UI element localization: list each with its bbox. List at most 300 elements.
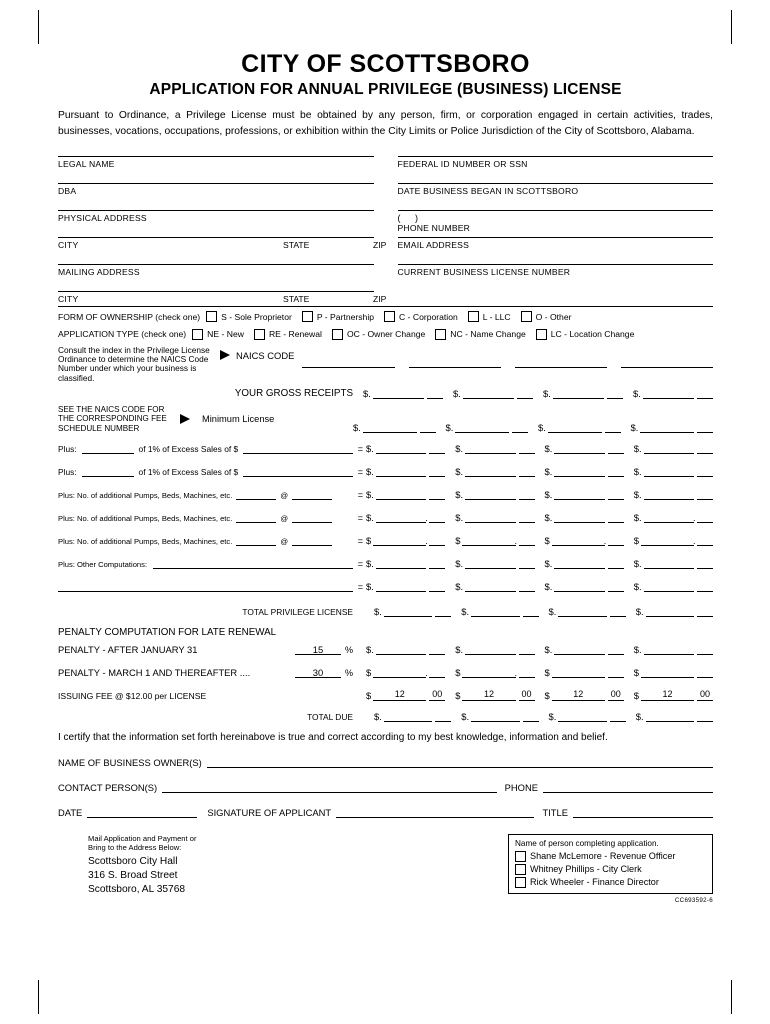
- money-cell[interactable]: $ 12 00: [366, 689, 445, 701]
- amount-input[interactable]: [376, 557, 426, 569]
- field-label: PHONE NUMBER: [397, 222, 471, 233]
- cents-input[interactable]: [608, 511, 624, 523]
- field-label-state: STATE: [283, 239, 310, 250]
- cents-input[interactable]: .: [519, 666, 535, 678]
- row-label: [58, 512, 353, 523]
- checkbox-icon[interactable]: [515, 877, 526, 888]
- amount-input[interactable]: [376, 465, 426, 477]
- money-cell[interactable]: $.: [455, 511, 534, 523]
- person-label: Shane McLemore - Revenue Officer: [530, 851, 676, 862]
- money-cell[interactable]: $.: [545, 580, 624, 592]
- amount-input[interactable]: 12: [552, 689, 605, 701]
- row-label-suffix: of 1% of Excess Sales of $: [138, 443, 239, 454]
- amount-input[interactable]: [644, 465, 694, 477]
- option-label: OC - Owner Change: [346, 329, 426, 340]
- excess-base-input[interactable]: [243, 443, 353, 454]
- checkbox-icon[interactable]: [192, 329, 203, 340]
- penalty-rate-input[interactable]: 15: [295, 644, 341, 655]
- person-option-rick-wheeler[interactable]: [515, 877, 706, 888]
- amount-input[interactable]: [465, 465, 515, 477]
- naics-code-input[interactable]: [302, 357, 394, 368]
- cents-input[interactable]: [697, 710, 713, 722]
- rate-input[interactable]: [82, 443, 134, 454]
- amount-input[interactable]: [373, 666, 426, 678]
- money-cell[interactable]: $.: [366, 465, 445, 477]
- row-label: [58, 691, 353, 701]
- amount-input[interactable]: [554, 643, 604, 655]
- field-label: DATE BUSINESS BEGAN IN SCOTTSBORO: [397, 185, 579, 196]
- field-federal-id[interactable]: [398, 156, 714, 183]
- cents-input[interactable]: [519, 442, 535, 454]
- cents-input[interactable]: 00: [608, 689, 624, 701]
- person-option-shane-mclemore[interactable]: [515, 851, 706, 862]
- checkbox-icon[interactable]: [254, 329, 265, 340]
- person-completing-box: [508, 834, 713, 894]
- money-cell[interactable]: $.: [461, 605, 538, 617]
- money-cell[interactable]: $.: [455, 465, 534, 477]
- money-cell[interactable]: $.: [455, 643, 534, 655]
- money-cell[interactable]: $ .: [366, 666, 445, 678]
- amount-input[interactable]: 12: [373, 689, 426, 701]
- money-cell[interactable]: $ .: [634, 534, 713, 546]
- business-owner-input[interactable]: [207, 755, 713, 768]
- cents-input[interactable]: [517, 387, 533, 399]
- title-input[interactable]: [573, 805, 713, 818]
- amount-input[interactable]: [376, 442, 426, 454]
- form-body: [58, 50, 713, 904]
- money-cell[interactable]: $.: [366, 488, 445, 500]
- ownership-option-sole-proprietor[interactable]: [206, 311, 292, 322]
- cents-input[interactable]: .: [429, 534, 445, 546]
- cents-input[interactable]: [429, 488, 445, 500]
- checkbox-icon[interactable]: [468, 311, 479, 322]
- checkbox-icon[interactable]: [515, 864, 526, 875]
- amount-input[interactable]: [644, 511, 694, 523]
- amount-input[interactable]: [644, 557, 694, 569]
- row-cells: [366, 511, 713, 523]
- money-cell[interactable]: $.: [366, 442, 445, 454]
- row-label-text: PENALTY - AFTER JANUARY 31: [58, 643, 198, 655]
- cents-input[interactable]: .: [519, 534, 535, 546]
- amount-input[interactable]: [384, 605, 432, 617]
- cents-input[interactable]: [605, 421, 621, 433]
- cents-input[interactable]: [608, 488, 624, 500]
- money-cell[interactable]: $.: [446, 421, 529, 433]
- field-label: FEDERAL ID NUMBER OR SSN: [397, 158, 528, 169]
- penalty-heading: PENALTY COMPUTATION FOR LATE RENEWAL: [58, 626, 277, 638]
- amount-input[interactable]: [646, 710, 694, 722]
- cents-input[interactable]: [519, 465, 535, 477]
- row-plus-units-1: Plus: No. of additional Pumps, Beds, Machines, etc. @ = $. $. $. $.: [58, 488, 713, 500]
- cents-input[interactable]: [697, 421, 713, 433]
- amount-input[interactable]: [553, 387, 604, 399]
- mailing-instructions: [88, 834, 196, 904]
- money-cell[interactable]: $.: [545, 643, 624, 655]
- money-cell[interactable]: $.: [545, 557, 624, 569]
- apptype-option-new[interactable]: [192, 329, 244, 340]
- completing-person-area: [508, 834, 713, 904]
- amount-input[interactable]: [554, 580, 604, 592]
- checkbox-icon[interactable]: [206, 311, 217, 322]
- field-phone-number[interactable]: [398, 210, 714, 237]
- cents-input[interactable]: [608, 666, 624, 678]
- field-email-address[interactable]: [398, 237, 714, 264]
- money-cell[interactable]: $. .: [634, 511, 713, 523]
- signature-label: SIGNATURE OF APPLICANT: [207, 806, 332, 818]
- cents-input[interactable]: [429, 442, 445, 454]
- cents-input[interactable]: [697, 557, 713, 569]
- cents-input[interactable]: .: [608, 534, 624, 546]
- address-line-3: Scottsboro, AL 35768: [88, 883, 186, 895]
- amount-input[interactable]: 12: [641, 689, 694, 701]
- option-label: NC - Name Change: [450, 329, 526, 340]
- unit-rate-input[interactable]: [292, 535, 332, 546]
- money-cell[interactable]: $.: [374, 605, 451, 617]
- unit-count-input[interactable]: [236, 535, 276, 546]
- money-cell[interactable]: $.: [631, 421, 714, 433]
- cents-input[interactable]: [435, 605, 451, 617]
- money-cell[interactable]: $.: [545, 511, 624, 523]
- arrow-right-icon: [180, 414, 190, 424]
- amount-input[interactable]: [465, 488, 515, 500]
- amount-input[interactable]: [465, 557, 515, 569]
- amount-input[interactable]: [384, 710, 432, 722]
- cents-input[interactable]: [608, 557, 624, 569]
- form-of-ownership-row: [58, 306, 713, 324]
- identity-section: [58, 156, 713, 306]
- money-cell[interactable]: $.: [353, 421, 436, 433]
- person-label: Whitney Phillips - City Clerk: [530, 864, 642, 875]
- amount-input[interactable]: [462, 666, 515, 678]
- amount-input[interactable]: [644, 442, 694, 454]
- amount-input[interactable]: [376, 511, 426, 523]
- amount-input[interactable]: [465, 580, 515, 592]
- cents-input[interactable]: .: [429, 666, 445, 678]
- amount-input[interactable]: [373, 534, 426, 546]
- field-label-zip: ZIP: [373, 293, 387, 304]
- cents-input[interactable]: .: [697, 511, 713, 523]
- money-cell[interactable]: $.: [374, 710, 451, 722]
- amount-input[interactable]: [554, 511, 604, 523]
- money-cell[interactable]: $.: [366, 557, 445, 569]
- checkbox-icon[interactable]: [536, 329, 547, 340]
- footer-section: [58, 834, 713, 904]
- row-cells: [366, 442, 713, 454]
- row-label: [58, 489, 353, 500]
- money-cell[interactable]: $.: [545, 442, 624, 454]
- amount-input[interactable]: [463, 387, 514, 399]
- row-cells: [366, 488, 713, 500]
- amount-input[interactable]: 12: [462, 689, 515, 701]
- row-label-suffix: @: [280, 513, 289, 523]
- amount-input[interactable]: [465, 511, 515, 523]
- field-mailing-address[interactable]: [58, 264, 374, 291]
- apptype-option-renewal[interactable]: [254, 329, 322, 340]
- row-plus-units-3: Plus: No. of additional Pumps, Beds, Machines, etc. @ = $ . $ . $ . $ .: [58, 534, 713, 546]
- cents-input[interactable]: [697, 666, 713, 678]
- cents-input[interactable]: [697, 387, 713, 399]
- row-label: [58, 644, 353, 655]
- cents-input[interactable]: [429, 557, 445, 569]
- money-cell[interactable]: $.: [636, 605, 713, 617]
- money-cell[interactable]: $.: [634, 643, 713, 655]
- amount-input[interactable]: [552, 666, 605, 678]
- field-date-business-began[interactable]: [398, 183, 714, 210]
- cents-input[interactable]: [427, 387, 443, 399]
- row-label-suffix: @: [280, 490, 289, 500]
- field-label: DBA: [58, 185, 77, 196]
- apptype-option-name-change[interactable]: [435, 329, 525, 340]
- option-label: O - Other: [535, 311, 572, 322]
- cents-input[interactable]: [697, 605, 713, 617]
- row-label: [58, 535, 353, 546]
- row-label: [58, 581, 353, 592]
- money-cell[interactable]: $.: [634, 580, 713, 592]
- amount-input[interactable]: [643, 387, 694, 399]
- cents-input[interactable]: [523, 605, 539, 617]
- form-code: CC693592-6: [674, 896, 713, 904]
- cents-input[interactable]: [608, 580, 624, 592]
- money-cell[interactable]: $.: [363, 387, 443, 399]
- money-cell[interactable]: $.: [634, 465, 713, 477]
- field-label: MAILING ADDRESS: [58, 266, 140, 277]
- amount-input[interactable]: [558, 710, 606, 722]
- amount-input[interactable]: [376, 488, 426, 500]
- amount-input[interactable]: [373, 387, 424, 399]
- ownership-option-partnership[interactable]: [302, 311, 374, 322]
- checkbox-icon[interactable]: [384, 311, 395, 322]
- money-cell[interactable]: $.: [549, 710, 626, 722]
- money-cell[interactable]: $.: [538, 421, 621, 433]
- rate-input[interactable]: [82, 466, 134, 477]
- field-legal-name[interactable]: [58, 156, 374, 183]
- cents-input[interactable]: 00: [519, 689, 535, 701]
- amount-input[interactable]: [376, 643, 426, 655]
- naics-code-input[interactable]: [409, 357, 501, 368]
- amount-input[interactable]: [558, 605, 606, 617]
- row-contact-person: [58, 780, 713, 793]
- amount-input[interactable]: [363, 421, 417, 433]
- amount-input[interactable]: [462, 534, 515, 546]
- amount-input[interactable]: [548, 421, 602, 433]
- signature-input[interactable]: [336, 805, 534, 818]
- row-cells: [366, 689, 713, 701]
- cents-input[interactable]: .: [697, 534, 713, 546]
- cents-input[interactable]: [697, 643, 713, 655]
- checkbox-icon[interactable]: [521, 311, 532, 322]
- naics-code-input[interactable]: [515, 357, 607, 368]
- field-mailing-city-state-zip[interactable]: [58, 291, 387, 306]
- option-label: S - Sole Proprietor: [221, 311, 292, 322]
- excess-base-input[interactable]: [243, 466, 353, 477]
- cents-input[interactable]: [607, 387, 623, 399]
- money-cell[interactable]: $ 12 00: [634, 689, 713, 701]
- cents-input[interactable]: [608, 465, 624, 477]
- ownership-option-corporation[interactable]: [384, 311, 458, 322]
- money-cell[interactable]: $.: [543, 387, 623, 399]
- phone-input[interactable]: [543, 780, 713, 793]
- percent-sign: %: [344, 667, 353, 678]
- row-label-prefix: Plus: Other Computations:: [58, 559, 148, 569]
- money-cell[interactable]: $: [634, 666, 713, 678]
- crop-mark: [731, 980, 732, 1014]
- unit-count-input[interactable]: [236, 489, 276, 500]
- checkbox-icon[interactable]: [332, 329, 343, 340]
- amount-input[interactable]: [471, 605, 519, 617]
- money-cell[interactable]: $.: [455, 442, 534, 454]
- money-cell[interactable]: $.: [636, 710, 713, 722]
- cents-input[interactable]: [697, 580, 713, 592]
- field-label: EMAIL ADDRESS: [397, 239, 470, 250]
- money-cell[interactable]: $.: [634, 557, 713, 569]
- cents-input[interactable]: [519, 557, 535, 569]
- cents-input[interactable]: [435, 710, 451, 722]
- person-option-whitney-phillips[interactable]: [515, 864, 706, 875]
- cents-input[interactable]: [608, 643, 624, 655]
- amount-input[interactable]: [644, 643, 694, 655]
- money-cell[interactable]: $ 12 00: [545, 689, 624, 701]
- cents-input[interactable]: [523, 710, 539, 722]
- cents-input[interactable]: [610, 710, 626, 722]
- money-cell[interactable]: $. .: [366, 511, 445, 523]
- amount-input[interactable]: [552, 534, 605, 546]
- money-cell[interactable]: $.: [633, 387, 713, 399]
- field-label-state: STATE: [283, 293, 310, 304]
- checkbox-icon[interactable]: [515, 851, 526, 862]
- amount-input[interactable]: [554, 442, 604, 454]
- money-cell[interactable]: $.: [455, 488, 534, 500]
- apptype-option-location-change[interactable]: [536, 329, 635, 340]
- field-label: LEGAL NAME: [58, 158, 115, 169]
- cents-input[interactable]: [429, 465, 445, 477]
- total-due-label: TOTAL DUE: [307, 711, 353, 722]
- field-current-license-number[interactable]: [398, 264, 714, 291]
- money-cell[interactable]: $.: [366, 580, 445, 592]
- money-cell[interactable]: $.: [366, 643, 445, 655]
- amount-input[interactable]: [646, 605, 694, 617]
- field-label: CITY: [58, 293, 79, 304]
- amount-input[interactable]: [554, 465, 604, 477]
- naics-code-input[interactable]: [621, 357, 713, 368]
- field-label-zip: ZIP: [373, 239, 387, 250]
- cents-input[interactable]: [429, 643, 445, 655]
- business-owner-label: NAME OF BUSINESS OWNER(S): [58, 756, 202, 768]
- amount-input[interactable]: [640, 421, 694, 433]
- cents-input[interactable]: [519, 488, 535, 500]
- cents-input[interactable]: [697, 488, 713, 500]
- unit-rate-input[interactable]: [292, 489, 332, 500]
- amount-input[interactable]: [465, 442, 515, 454]
- other-computation-input-2[interactable]: [58, 581, 353, 592]
- penalty-rate-input[interactable]: 30: [295, 667, 341, 678]
- money-cell[interactable]: $: [545, 666, 624, 678]
- row-other-computations: Plus: Other Computations: = $. $. $. $.: [58, 557, 713, 569]
- field-physical-address[interactable]: [58, 210, 374, 237]
- apptype-option-owner-change[interactable]: [332, 329, 425, 340]
- amount-input[interactable]: [376, 580, 426, 592]
- other-computation-input[interactable]: [153, 558, 353, 569]
- money-cell[interactable]: $.: [634, 442, 713, 454]
- cents-input[interactable]: .: [429, 511, 445, 523]
- phone-paren: ( ): [397, 212, 424, 223]
- money-cell[interactable]: $.: [453, 387, 533, 399]
- percent-sign: %: [344, 644, 353, 655]
- cents-input[interactable]: [429, 580, 445, 592]
- naics-code-inputs: [302, 357, 713, 368]
- money-cell[interactable]: $.: [634, 488, 713, 500]
- unit-count-input[interactable]: [236, 512, 276, 523]
- fee-schedule-text: SEE THE NAICS CODE FOR THE CORRESPONDING FEE SCHEDULE NUMBER: [58, 405, 167, 433]
- money-cell[interactable]: $.: [461, 710, 538, 722]
- amount-input[interactable]: [641, 534, 694, 546]
- field-label: CURRENT BUSINESS LICENSE NUMBER: [397, 266, 571, 277]
- row-cells: [374, 710, 713, 722]
- money-cell[interactable]: $.: [455, 557, 534, 569]
- ownership-option-other[interactable]: [521, 311, 572, 322]
- amount-input[interactable]: [465, 643, 515, 655]
- cents-input[interactable]: [512, 421, 528, 433]
- cents-input[interactable]: 00: [697, 689, 713, 701]
- money-cell[interactable]: $ .: [545, 534, 624, 546]
- money-cell[interactable]: $ 12 00: [455, 689, 534, 701]
- cents-input[interactable]: 00: [429, 689, 445, 701]
- row-penalty-after-jan-31: [58, 643, 713, 655]
- checkbox-icon[interactable]: [435, 329, 446, 340]
- cents-input[interactable]: [519, 643, 535, 655]
- amount-input[interactable]: [641, 666, 694, 678]
- row-issuing-fee: [58, 689, 713, 701]
- amount-input[interactable]: [644, 580, 694, 592]
- money-cell[interactable]: $ .: [455, 534, 534, 546]
- money-cell[interactable]: $.: [545, 465, 624, 477]
- ownership-option-llc[interactable]: [468, 311, 511, 322]
- minimum-license-cells: [353, 421, 713, 433]
- option-label: C - Corporation: [399, 311, 458, 322]
- form-of-ownership-label: FORM OF OWNERSHIP (check one): [58, 311, 201, 322]
- gross-receipts-cells: [363, 387, 713, 399]
- row-label-prefix: Plus:: [58, 443, 77, 454]
- money-cell[interactable]: $ .: [366, 534, 445, 546]
- unit-rate-input[interactable]: [292, 512, 332, 523]
- money-cell[interactable]: $ .: [455, 666, 534, 678]
- naics-section: [58, 346, 713, 383]
- cents-input[interactable]: [519, 580, 535, 592]
- cents-input[interactable]: [697, 442, 713, 454]
- amount-input[interactable]: [554, 488, 604, 500]
- amount-input[interactable]: [455, 421, 509, 433]
- contact-person-input[interactable]: [162, 780, 497, 793]
- person-label: Rick Wheeler - Finance Director: [530, 877, 659, 888]
- money-cell[interactable]: $.: [545, 488, 624, 500]
- amount-input[interactable]: [554, 557, 604, 569]
- cents-input[interactable]: [697, 465, 713, 477]
- amount-input[interactable]: [471, 710, 519, 722]
- cents-input[interactable]: [610, 605, 626, 617]
- field-physical-city-state-zip[interactable]: [58, 237, 387, 264]
- cents-input[interactable]: [420, 421, 436, 433]
- identity-left-column: [58, 156, 387, 306]
- checkbox-icon[interactable]: [302, 311, 313, 322]
- cents-input[interactable]: [608, 442, 624, 454]
- money-cell[interactable]: $.: [455, 580, 534, 592]
- crop-mark: [38, 980, 39, 1014]
- money-cell[interactable]: $.: [549, 605, 626, 617]
- row-business-owner: [58, 755, 713, 768]
- date-input[interactable]: [87, 805, 197, 818]
- field-dba[interactable]: [58, 183, 374, 210]
- amount-input[interactable]: [644, 488, 694, 500]
- cents-input[interactable]: [519, 511, 535, 523]
